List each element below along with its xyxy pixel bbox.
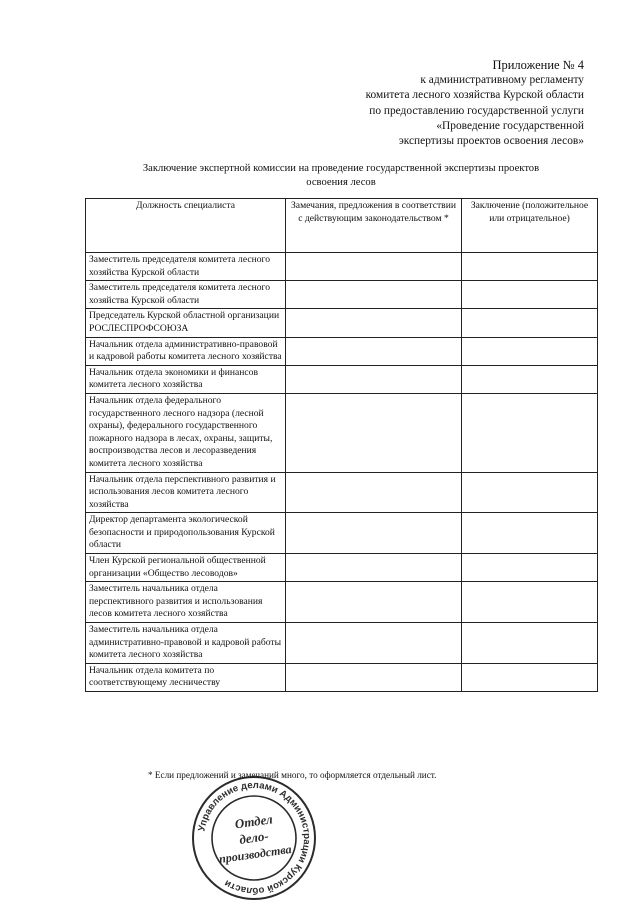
position-cell: Член Курской региональной общественной организации «Общество лесоводов» — [86, 554, 286, 582]
conclusion-cell — [462, 513, 598, 554]
appendix-header — [366, 58, 584, 149]
remarks-cell — [286, 623, 462, 664]
document-title-line: Заключение экспертной комиссии на проведение государственной экспертизы проектов — [142, 163, 540, 174]
stamp-center-line: дело- — [238, 828, 270, 847]
column-header-remarks: Замечания, предложения в соответствии с действующим законодательством * — [286, 199, 462, 253]
position-cell: Начальник отдела административно-правовой и кадровой работы комитета лесного хозяйства — [86, 337, 286, 365]
table-row — [86, 472, 598, 513]
office-stamp — [190, 774, 318, 902]
position-cell: Начальник отдела федерального государственного лесного надзора (лесной охраны), федерального государственного пожарного надзора в лесах, охраны, защиты, воспроизводства лесов и лесоразведения комитета лесного хозяйства — [86, 393, 286, 472]
position-cell: Заместитель начальника отдела административно-правовой и кадровой работы комитета лесного хозяйства — [86, 623, 286, 664]
remarks-cell — [286, 281, 462, 309]
conclusion-cell — [462, 281, 598, 309]
table-row — [86, 365, 598, 393]
remarks-cell — [286, 513, 462, 554]
position-cell: Начальник отдела перспективного развития и использования лесов комитета лесного хозяйства — [86, 472, 286, 513]
remarks-cell — [286, 663, 462, 691]
conclusion-cell — [462, 393, 598, 472]
conclusion-cell — [462, 253, 598, 281]
column-header-conclusion: Заключение (положительное или отрицательное) — [462, 199, 598, 253]
appendix-line: «Проведение государственной — [436, 119, 584, 132]
position-cell: Председатель Курской областной организации РОСЛЕСПРОФСОЮЗА — [86, 309, 286, 337]
position-cell: Заместитель начальника отдела перспективного развития и использования лесов комитета лесного хозяйства — [86, 582, 286, 623]
conclusion-cell — [462, 554, 598, 582]
conclusion-cell — [462, 582, 598, 623]
table-row — [86, 281, 598, 309]
remarks-cell — [286, 472, 462, 513]
column-header-position: Должность специалиста — [86, 199, 286, 253]
table-row — [86, 554, 598, 582]
table-row — [86, 253, 598, 281]
stamp-ring-text: Управление делами Администрации Курской области — [196, 779, 313, 897]
table-header-row — [86, 199, 598, 253]
appendix-line: Приложение № 4 — [492, 58, 584, 72]
conclusion-cell — [462, 337, 598, 365]
remarks-cell — [286, 393, 462, 472]
table-row — [86, 623, 598, 664]
stamp-center-line: Отдел — [233, 811, 274, 832]
position-cell: Начальник отдела экономики и финансов комитета лесного хозяйства — [86, 365, 286, 393]
table-row — [86, 393, 598, 472]
conclusion-cell — [462, 623, 598, 664]
table-row — [86, 663, 598, 691]
document-title-line: освоения лесов — [306, 176, 376, 188]
remarks-cell — [286, 309, 462, 337]
position-cell: Заместитель председателя комитета лесного хозяйства Курской области — [86, 281, 286, 309]
conclusion-cell — [462, 365, 598, 393]
conclusion-cell — [462, 309, 598, 337]
expert-commission-table — [85, 198, 598, 692]
conclusion-cell — [462, 663, 598, 691]
appendix-line: к административному регламенту — [420, 74, 584, 87]
remarks-cell — [286, 554, 462, 582]
document-title — [86, 162, 596, 189]
table-row — [86, 309, 598, 337]
remarks-cell — [286, 365, 462, 393]
conclusion-cell — [462, 472, 598, 513]
table-row — [86, 513, 598, 554]
table-row — [86, 582, 598, 623]
remarks-cell — [286, 253, 462, 281]
appendix-line: экспертизы проектов освоения лесов» — [398, 135, 584, 148]
position-cell: Директор департамента экологической безопасности и природопользования Курской области — [86, 513, 286, 554]
appendix-line: по предоставлению государственной услуги — [369, 104, 584, 117]
appendix-line: комитета лесного хозяйства Курской области — [365, 89, 584, 102]
remarks-cell — [286, 582, 462, 623]
footnote: * Если предложений и замечаний много, то оформляется отдельный лист. — [148, 770, 437, 780]
table-row — [86, 337, 598, 365]
position-cell: Начальник отдела комитета по соответствующему лесничеству — [86, 663, 286, 691]
position-cell: Заместитель председателя комитета лесного хозяйства Курской области — [86, 253, 286, 281]
remarks-cell — [286, 337, 462, 365]
stamp-center-line: производства — [218, 841, 293, 866]
